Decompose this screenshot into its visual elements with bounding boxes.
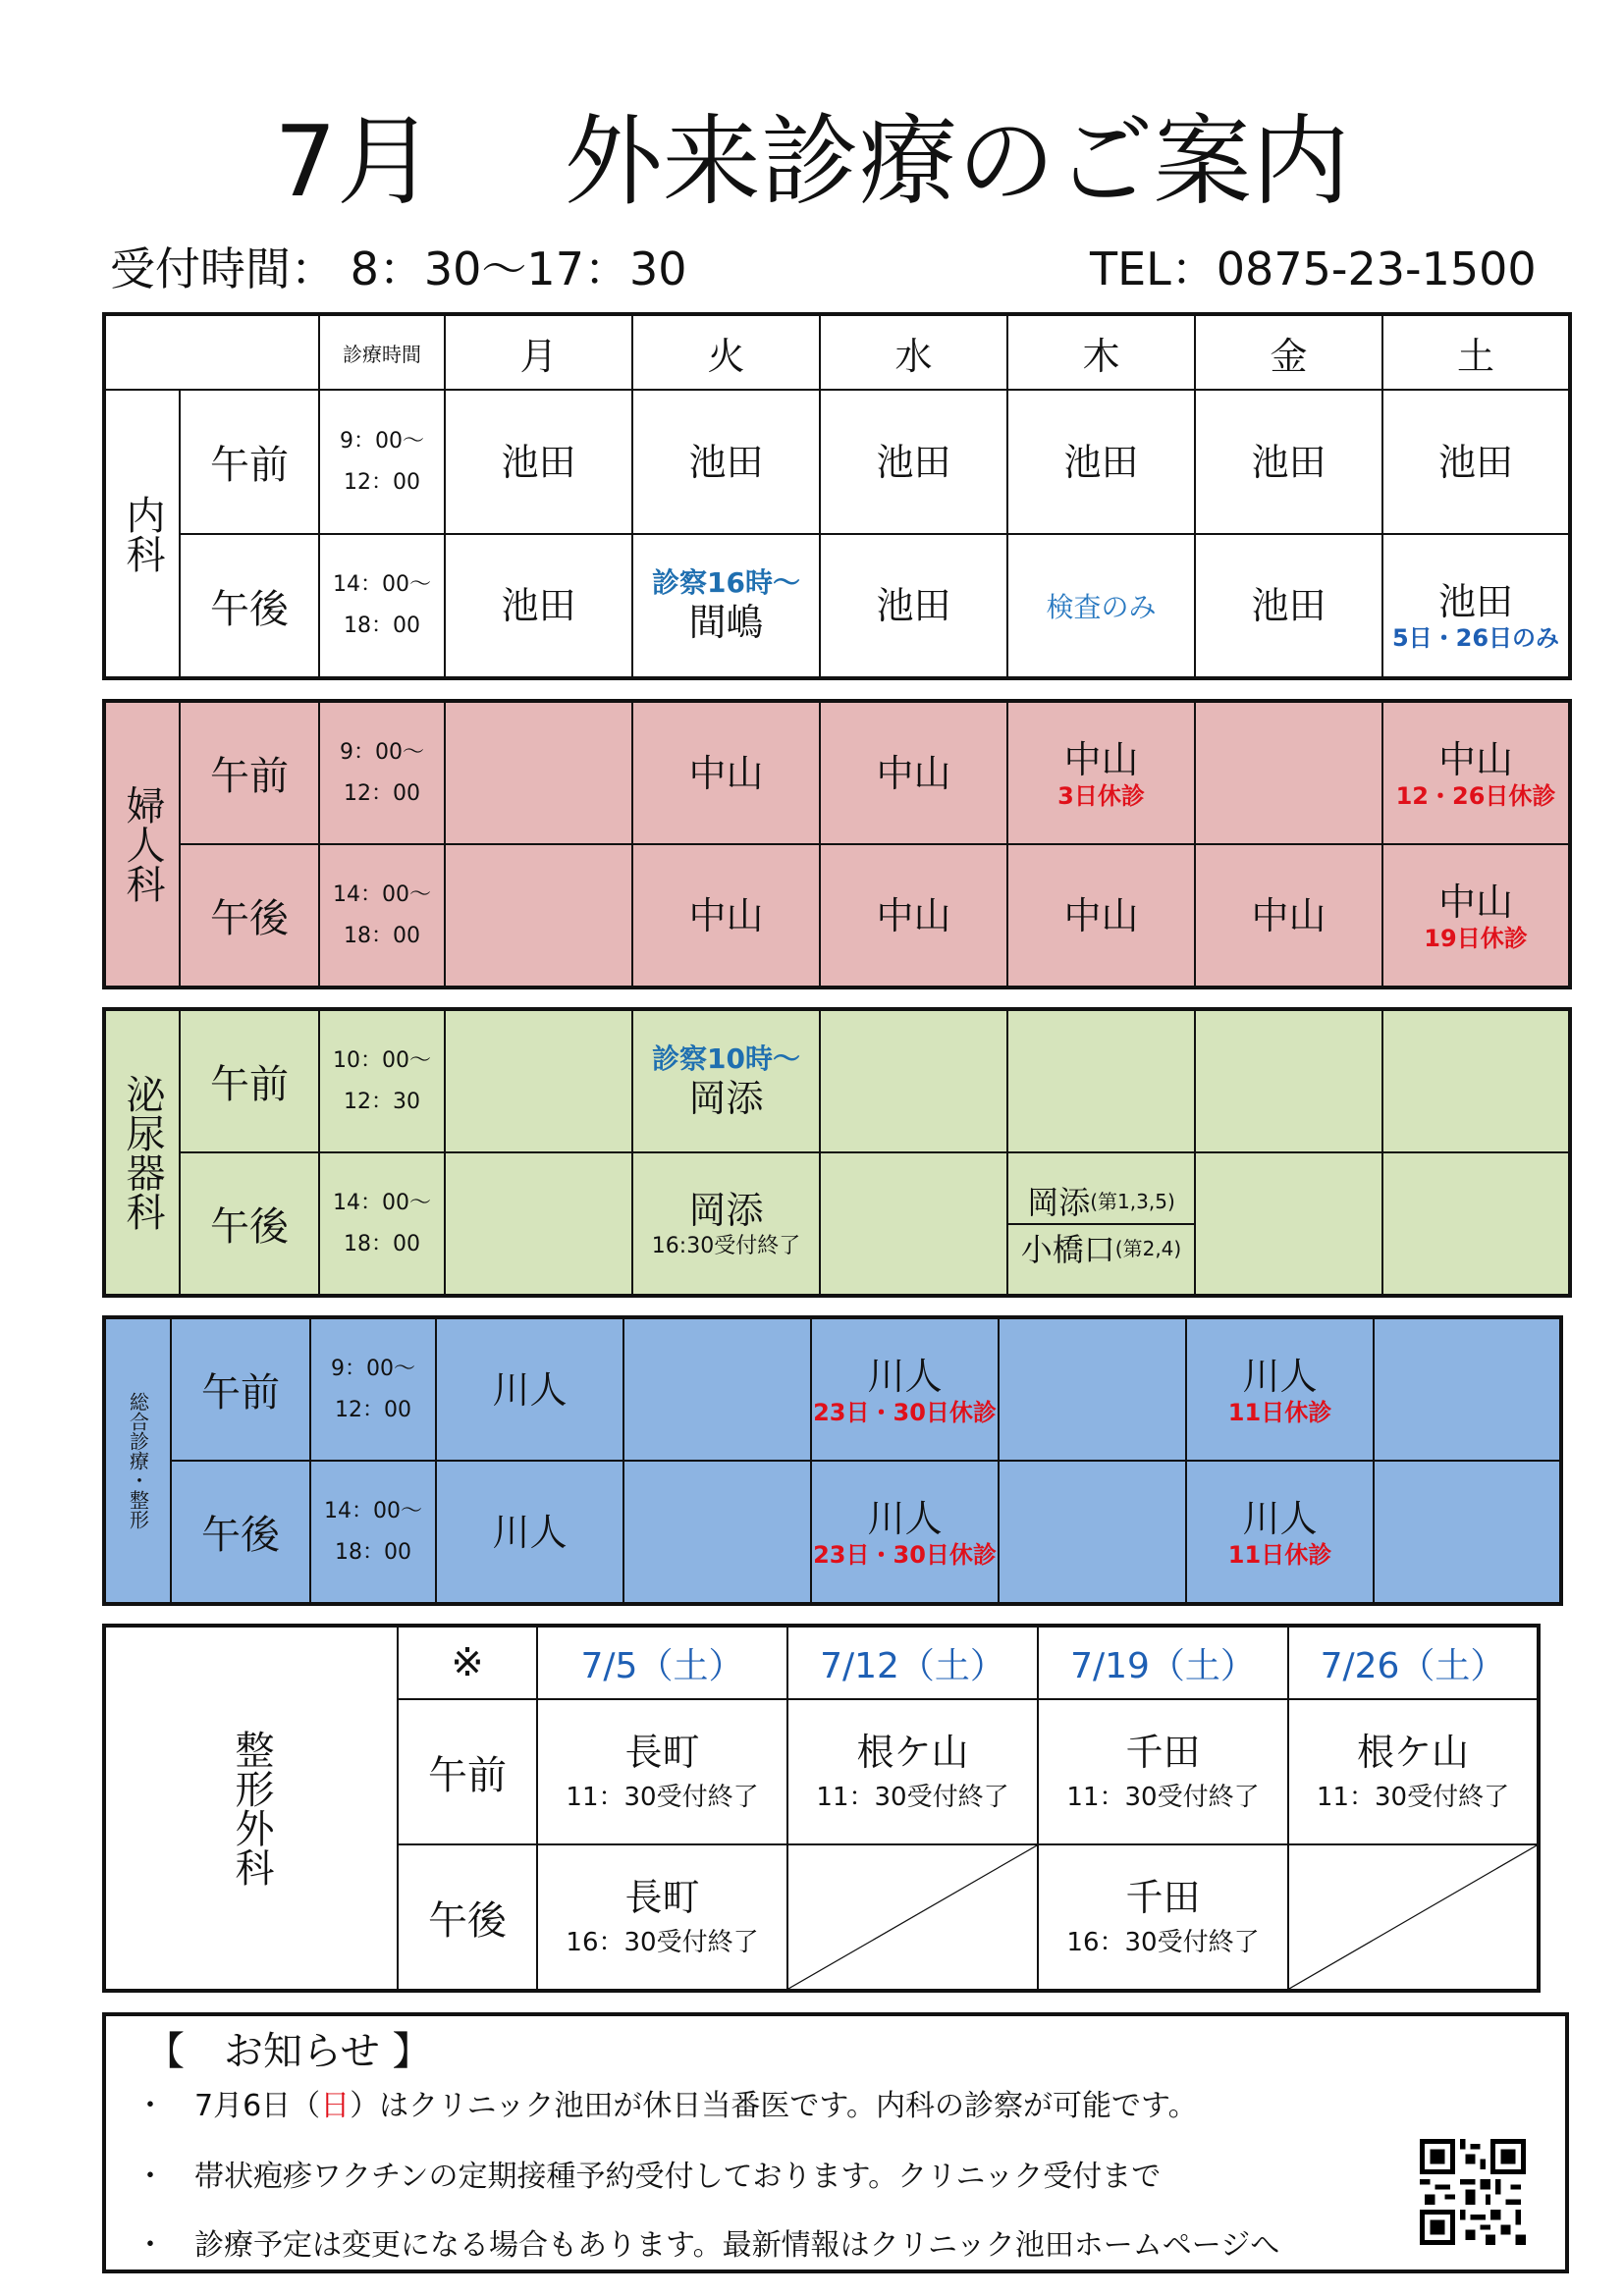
sogo-am-thu bbox=[999, 1317, 1186, 1461]
diagonal-slash bbox=[1289, 1845, 1537, 1989]
seikei-mark: ※ bbox=[398, 1626, 537, 1699]
hinyoki-pm-tue: 岡添 16:30受付終了 bbox=[632, 1152, 820, 1296]
seikei-date-3: 7/19（土） bbox=[1038, 1626, 1288, 1699]
am-label: 午前 bbox=[398, 1699, 537, 1844]
pm-time: 14：00～ 18：00 bbox=[319, 844, 445, 988]
dept-seikei: 整形外科 bbox=[104, 1626, 398, 1991]
naika-pm-wed: 池田 bbox=[820, 534, 1007, 678]
day-sat: 土 bbox=[1382, 314, 1570, 390]
hinyoki-pm-thu bbox=[1007, 1152, 1195, 1296]
hinyoki-pm-thu-a: 岡添 (第1,3,5) bbox=[1008, 1178, 1194, 1225]
seikei-am-4: 根ケ山 11：30受付終了 bbox=[1288, 1699, 1539, 1844]
day-thu: 木 bbox=[1007, 314, 1195, 390]
header-row bbox=[104, 314, 1570, 390]
notice-line-2: ・ 帯状疱疹ワクチンの定期接種予約受付しております。クリニック受付まで bbox=[135, 2160, 1162, 2194]
sogo-pm-mon: 川人 bbox=[436, 1461, 623, 1604]
fujinka-pm-fri: 中山 bbox=[1195, 844, 1382, 988]
sogo-am-tue bbox=[623, 1317, 811, 1461]
header-blank bbox=[104, 314, 319, 390]
am-time: 10：00～ 12：30 bbox=[319, 1009, 445, 1152]
fujinka-pm-thu: 中山 bbox=[1007, 844, 1195, 988]
seikei-date-2: 7/12（土） bbox=[787, 1626, 1038, 1699]
naika-table bbox=[102, 312, 1572, 680]
reception-hours: 受付時間： 8：30～17：30 bbox=[110, 242, 687, 295]
hinyoki-pm-sat bbox=[1382, 1152, 1570, 1296]
am-time: 9：00～ 12：00 bbox=[319, 701, 445, 844]
day-fri: 金 bbox=[1195, 314, 1382, 390]
naika-am-tue: 池田 bbox=[632, 390, 820, 534]
notice-title: 【 お知らせ 】 bbox=[145, 2029, 432, 2074]
naika-am-thu: 池田 bbox=[1007, 390, 1195, 534]
hinyoki-pm-mon bbox=[445, 1152, 632, 1296]
am-time: 9：00～ 12：00 bbox=[310, 1317, 436, 1461]
hinyoki-table bbox=[102, 1007, 1572, 1298]
fujinka-pm-tue: 中山 bbox=[632, 844, 820, 988]
dept-hinyoki: 泌尿器科 bbox=[104, 1009, 180, 1296]
pm-label: 午後 bbox=[180, 844, 319, 988]
seikei-date-1: 7/5（土） bbox=[537, 1626, 787, 1699]
fujinka-am-sat: 中山 12・26日休診 bbox=[1382, 701, 1570, 844]
naika-pm-sat: 池田 5日・26日のみ bbox=[1382, 534, 1570, 678]
sogo-am-mon: 川人 bbox=[436, 1317, 623, 1461]
sogo-pm-sat bbox=[1374, 1461, 1561, 1604]
hinyoki-am-sat bbox=[1382, 1009, 1570, 1152]
fujinka-pm-wed: 中山 bbox=[820, 844, 1007, 988]
pm-time: 14：00～ 18：00 bbox=[319, 1152, 445, 1296]
sogo-am-sat bbox=[1374, 1317, 1561, 1461]
seikei-pm-2-none bbox=[787, 1844, 1038, 1991]
day-tue: 火 bbox=[632, 314, 820, 390]
hinyoki-pm-thu-b: 小橋口 (第2,4) bbox=[1020, 1230, 1182, 1268]
hinyoki-pm-wed bbox=[820, 1152, 1007, 1296]
sogo-table bbox=[102, 1315, 1563, 1606]
naika-pm-mon: 池田 bbox=[445, 534, 632, 678]
naika-pm-fri: 池田 bbox=[1195, 534, 1382, 678]
fujinka-am-mon bbox=[445, 701, 632, 844]
day-wed: 水 bbox=[820, 314, 1007, 390]
pm-label: 午後 bbox=[180, 1152, 319, 1296]
hinyoki-pm-fri bbox=[1195, 1152, 1382, 1296]
notice-box bbox=[102, 2012, 1569, 2273]
sogo-pm-wed: 川人 23日・30日休診 bbox=[811, 1461, 999, 1604]
fujinka-pm-sat: 中山 19日休診 bbox=[1382, 844, 1570, 988]
pm-time: 14：00～ 18：00 bbox=[310, 1461, 436, 1604]
pm-label: 午後 bbox=[171, 1461, 310, 1604]
seikei-am-2: 根ケ山 11：30受付終了 bbox=[787, 1699, 1038, 1844]
phone-number: TEL：0875-23-1500 bbox=[1090, 242, 1537, 295]
notice-line-3: ・ 診療予定は変更になる場合もあります。最新情報はクリニック池田ホームページへ bbox=[135, 2228, 1280, 2263]
fujinka-pm-mon bbox=[445, 844, 632, 988]
hinyoki-am-thu bbox=[1007, 1009, 1195, 1152]
pm-time: 14：00～ 18：00 bbox=[319, 534, 445, 678]
am-time: 9：00～ 12：00 bbox=[319, 390, 445, 534]
seikei-date-4: 7/26（土） bbox=[1288, 1626, 1539, 1699]
day-mon: 月 bbox=[445, 314, 632, 390]
naika-am-fri: 池田 bbox=[1195, 390, 1382, 534]
fujinka-am-tue: 中山 bbox=[632, 701, 820, 844]
pm-label: 午後 bbox=[398, 1844, 537, 1991]
seikei-pm-3: 千田 16：30受付終了 bbox=[1038, 1844, 1288, 1991]
pm-label: 午後 bbox=[180, 534, 319, 678]
dept-naika: 内科 bbox=[104, 390, 180, 678]
hinyoki-am-tue: 診察10時～ 岡添 bbox=[632, 1009, 820, 1152]
header-time: 診療時間 bbox=[319, 314, 445, 390]
fujinka-am-wed: 中山 bbox=[820, 701, 1007, 844]
hinyoki-am-fri bbox=[1195, 1009, 1382, 1152]
naika-am-sat: 池田 bbox=[1382, 390, 1570, 534]
qr-code-icon[interactable] bbox=[1420, 2139, 1526, 2245]
dept-fujinka: 婦人科 bbox=[104, 701, 180, 988]
sogo-pm-thu bbox=[999, 1461, 1186, 1604]
seikei-pm-4-none bbox=[1288, 1844, 1539, 1991]
am-label: 午前 bbox=[180, 701, 319, 844]
diagonal-slash bbox=[788, 1845, 1037, 1989]
sogo-pm-tue bbox=[623, 1461, 811, 1604]
page-title: 7月 外来診療のご案内 bbox=[274, 104, 1350, 219]
seikei-table bbox=[102, 1624, 1541, 1993]
naika-pm-thu: 検査のみ bbox=[1007, 534, 1195, 678]
seikei-pm-1: 長町 16：30受付終了 bbox=[537, 1844, 787, 1991]
dept-sogo: 総合診療・整形 bbox=[104, 1317, 171, 1604]
fujinka-am-thu: 中山 3日休診 bbox=[1007, 701, 1195, 844]
naika-am-mon: 池田 bbox=[445, 390, 632, 534]
hinyoki-am-mon bbox=[445, 1009, 632, 1152]
seikei-am-3: 千田 11：30受付終了 bbox=[1038, 1699, 1288, 1844]
sogo-pm-fri: 川人 11日休診 bbox=[1186, 1461, 1374, 1604]
am-label: 午前 bbox=[171, 1317, 310, 1461]
am-label: 午前 bbox=[180, 1009, 319, 1152]
seikei-am-1: 長町 11：30受付終了 bbox=[537, 1699, 787, 1844]
am-label: 午前 bbox=[180, 390, 319, 534]
naika-pm-tue: 診察16時～ 間嶋 bbox=[632, 534, 820, 678]
fujinka-am-fri bbox=[1195, 701, 1382, 844]
fujinka-table bbox=[102, 699, 1572, 989]
sogo-am-wed: 川人 23日・30日休診 bbox=[811, 1317, 999, 1461]
naika-am-wed: 池田 bbox=[820, 390, 1007, 534]
sogo-am-fri: 川人 11日休診 bbox=[1186, 1317, 1374, 1461]
hinyoki-am-wed bbox=[820, 1009, 1007, 1152]
notice-line-1: ・ 7月6日（日）はクリニック池田が休日当番医です。内科の診察が可能です。 bbox=[135, 2089, 1198, 2123]
